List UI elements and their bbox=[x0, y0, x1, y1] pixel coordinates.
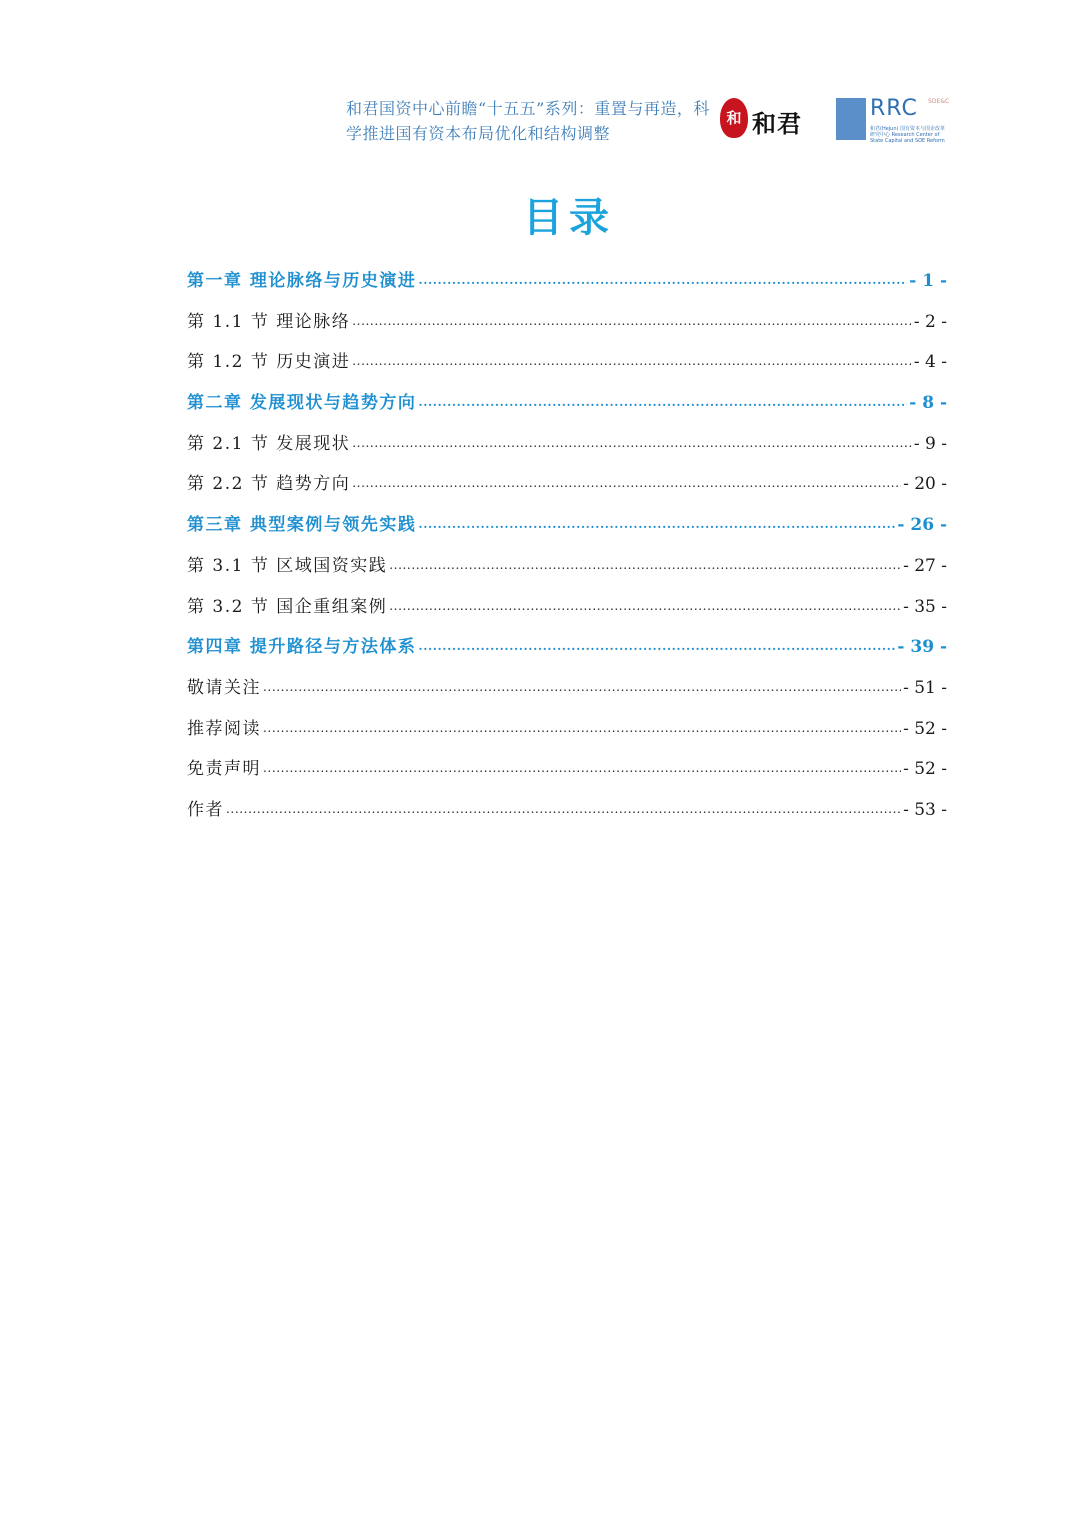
toc-entry-label: 第三章 典型案例与领先实践 bbox=[187, 515, 417, 536]
toc-dot-leader bbox=[418, 388, 907, 408]
toc-entry-page: - 39 - bbox=[897, 637, 947, 658]
hejun-logo-text: 和君 bbox=[752, 110, 802, 138]
toc-chapter-entry[interactable] bbox=[187, 266, 947, 307]
toc-dot-leader bbox=[352, 307, 912, 327]
header-title: 和君国资中心前瞻“十五五”系列：重置与再造，科学推进国有资本布局优化和结构调整 bbox=[346, 99, 710, 143]
toc-section-entry[interactable] bbox=[187, 795, 947, 836]
toc-chapter-entry[interactable] bbox=[187, 632, 947, 673]
toc-chapter-entry[interactable] bbox=[187, 510, 947, 551]
toc-section-entry[interactable] bbox=[187, 592, 947, 633]
rrc-square-icon bbox=[836, 98, 866, 140]
toc-dot-leader bbox=[352, 429, 912, 449]
toc-entry-label: 第 1.1 节 理论脉络 bbox=[187, 311, 351, 332]
toc-entry-page: - 27 - bbox=[903, 555, 947, 576]
toc-entry-page: - 9 - bbox=[913, 433, 947, 454]
toc-dot-leader bbox=[352, 469, 901, 489]
table-of-contents bbox=[187, 266, 947, 836]
toc-dot-leader bbox=[263, 673, 901, 693]
toc-section-entry[interactable] bbox=[187, 673, 947, 714]
toc-entry-page: - 35 - bbox=[903, 596, 947, 617]
toc-entry-label: 第 2.1 节 发展现状 bbox=[187, 433, 351, 454]
hejun-seal-icon: 和 bbox=[720, 98, 748, 138]
toc-entry-page: - 51 - bbox=[903, 677, 947, 698]
toc-entry-label: 推荐阅读 bbox=[187, 718, 261, 739]
toc-section-entry[interactable] bbox=[187, 469, 947, 510]
toc-entry-label: 作者 bbox=[187, 799, 224, 820]
toc-dot-leader bbox=[389, 551, 901, 571]
toc-section-entry[interactable] bbox=[187, 307, 947, 348]
toc-section-entry[interactable] bbox=[187, 347, 947, 388]
toc-entry-label: 第四章 提升路径与方法体系 bbox=[187, 637, 417, 658]
toc-entry-label: 第 2.2 节 趋势方向 bbox=[187, 474, 351, 495]
toc-entry-label: 第一章 理论脉络与历史演进 bbox=[187, 271, 417, 291]
toc-entry-page: - 2 - bbox=[913, 311, 947, 332]
toc-dot-leader bbox=[418, 266, 907, 286]
toc-entry-label: 敬请关注 bbox=[187, 677, 261, 698]
toc-entry-label: 第二章 发展现状与趋势方向 bbox=[187, 393, 417, 414]
toc-dot-leader bbox=[389, 592, 901, 612]
toc-entry-page: - 52 - bbox=[903, 759, 947, 780]
hejun-logo bbox=[720, 98, 820, 140]
toc-entry-label: 第 1.2 节 历史演进 bbox=[187, 352, 351, 373]
toc-dot-leader bbox=[418, 510, 895, 530]
toc-entry-page: - 52 - bbox=[903, 718, 947, 739]
toc-entry-page: - 4 - bbox=[913, 352, 947, 373]
toc-dot-leader bbox=[263, 754, 901, 774]
rrc-logo-text: RRC bbox=[870, 96, 918, 121]
toc-entry-label: 第 3.1 节 区域国资实践 bbox=[187, 555, 388, 576]
rrc-logo bbox=[836, 98, 948, 142]
toc-entry-label: 免责声明 bbox=[187, 759, 261, 780]
toc-entry-page: - 8 - bbox=[909, 393, 947, 414]
toc-entry-page: - 20 - bbox=[903, 474, 947, 495]
toc-entry-page: - 26 - bbox=[897, 515, 947, 536]
toc-entry-label: 第 3.2 节 国企重组案例 bbox=[187, 596, 388, 617]
toc-dot-leader bbox=[352, 347, 912, 367]
rrc-logo-subtitle: 和君(Hejun) 国有资本与国企改革研究中心 Research Center of State Capital and SOE Reform bbox=[870, 126, 946, 144]
rrc-logo-superscript: SOE&C bbox=[928, 98, 950, 105]
toc-title: 目录 bbox=[523, 195, 615, 241]
toc-dot-leader bbox=[263, 714, 901, 734]
toc-section-entry[interactable] bbox=[187, 551, 947, 592]
toc-chapter-entry[interactable] bbox=[187, 388, 947, 429]
toc-section-entry[interactable] bbox=[187, 754, 947, 795]
toc-dot-leader bbox=[226, 795, 901, 815]
page-header bbox=[346, 96, 950, 146]
toc-entry-page: - 53 - bbox=[903, 799, 947, 820]
toc-entry-page: - 1 - bbox=[909, 271, 947, 291]
toc-section-entry[interactable] bbox=[187, 429, 947, 470]
toc-section-entry[interactable] bbox=[187, 714, 947, 755]
toc-dot-leader bbox=[418, 632, 895, 652]
